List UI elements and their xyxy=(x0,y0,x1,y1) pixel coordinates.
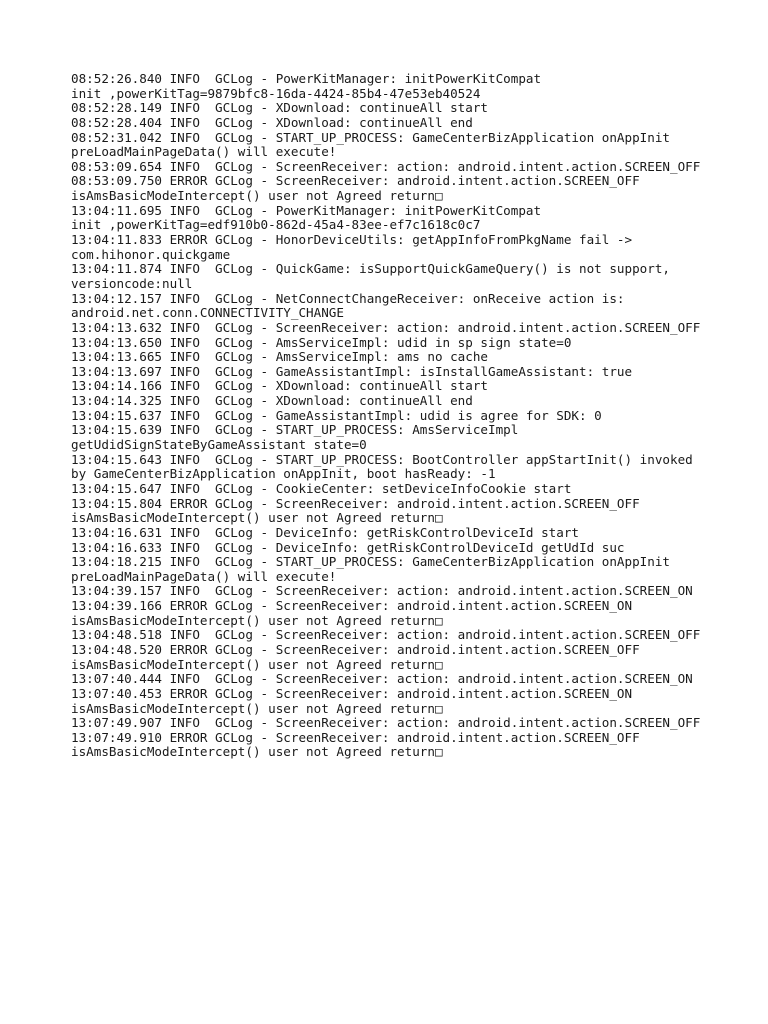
log-line: preLoadMainPageData() will execute! xyxy=(71,568,337,584)
log-line: 08:52:31.042 INFO GCLog - START_UP_PROCESS: GameCenterBizApplication onAppInit xyxy=(71,129,670,145)
log-line: 13:04:13.665 INFO GCLog - AmsServiceImpl: ams no cache xyxy=(71,349,489,365)
log-line: com.hihonor.quickgame xyxy=(71,246,231,262)
log-line: 13:04:15.647 INFO GCLog - CookieCenter: setDeviceInfoCookie start xyxy=(71,480,572,496)
log-line: 08:53:09.654 INFO GCLog - ScreenReceiver: action: android.intent.action.SCREEN_OFF xyxy=(71,158,701,174)
log-line: 13:04:13.632 INFO GCLog - ScreenReceiver: action: android.intent.action.SCREEN_OFF xyxy=(71,319,701,335)
log-line: versioncode:null xyxy=(71,275,193,291)
log-line: 13:04:15.637 INFO GCLog - GameAssistantImpl: udid is agree for SDK: 0 xyxy=(71,407,602,423)
log-line: init ,powerKitTag=edf910b0-862d-45a4-83ee-ef7c1618c0c7 xyxy=(71,217,481,233)
log-line: isAmsBasicModeIntercept() user not Agreed return□ xyxy=(71,744,443,760)
log-line: 08:52:28.149 INFO GCLog - XDownload: continueAll start xyxy=(71,100,489,116)
log-line: 13:04:14.166 INFO GCLog - XDownload: continueAll start xyxy=(71,378,489,394)
log-line: preLoadMainPageData() will execute! xyxy=(71,144,337,160)
log-line: 08:52:26.840 INFO GCLog - PowerKitManager: initPowerKitCompat xyxy=(71,71,542,86)
log-line: isAmsBasicModeIntercept() user not Agreed return□ xyxy=(71,656,443,672)
log-line: 13:04:39.166 ERROR GCLog - ScreenReceiver: android.intent.action.SCREEN_ON xyxy=(71,598,633,614)
log-line: 13:07:40.444 INFO GCLog - ScreenReceiver: action: android.intent.action.SCREEN_ON xyxy=(71,671,693,687)
log-line: isAmsBasicModeIntercept() user not Agreed return□ xyxy=(71,612,443,628)
log-line: 13:04:13.697 INFO GCLog - GameAssistantImpl: isInstallGameAssistant: true xyxy=(71,363,633,379)
log-line: 13:04:39.157 INFO GCLog - ScreenReceiver: action: android.intent.action.SCREEN_ON xyxy=(71,583,693,599)
log-line: 13:04:14.325 INFO GCLog - XDownload: continueAll end xyxy=(71,393,473,409)
log-line: 13:04:48.520 ERROR GCLog - ScreenReceiver: android.intent.action.SCREEN_OFF xyxy=(71,641,640,657)
log-line: 13:04:13.650 INFO GCLog - AmsServiceImpl: udid in sp sign state=0 xyxy=(71,334,572,350)
log-line: 13:07:49.907 INFO GCLog - ScreenReceiver: action: android.intent.action.SCREEN_OFF xyxy=(71,715,701,731)
log-line: 08:53:09.750 ERROR GCLog - ScreenReceiver: android.intent.action.SCREEN_OFF xyxy=(71,173,640,189)
log-line: 13:04:12.157 INFO GCLog - NetConnectChangeReceiver: onReceive action is: xyxy=(71,290,625,306)
log-line: init ,powerKitTag=9879bfc8-16da-4424-85b4-47e53eb40524 xyxy=(71,85,481,101)
log-line: isAmsBasicModeIntercept() user not Agreed return□ xyxy=(71,510,443,526)
log-line: by GameCenterBizApplication onAppInit, boot hasReady: -1 xyxy=(71,466,496,482)
log-line: 13:04:15.639 INFO GCLog - START_UP_PROCESS: AmsServiceImpl xyxy=(71,422,519,438)
log-line: 13:04:16.631 INFO GCLog - DeviceInfo: getRiskControlDeviceId start xyxy=(71,524,579,540)
log-line: 13:04:11.695 INFO GCLog - PowerKitManager: initPowerKitCompat xyxy=(71,202,542,218)
log-line: 13:04:18.215 INFO GCLog - START_UP_PROCESS: GameCenterBizApplication onAppInit xyxy=(71,554,670,570)
log-line: 13:04:48.518 INFO GCLog - ScreenReceiver: action: android.intent.action.SCREEN_OFF xyxy=(71,627,701,643)
log-line: 13:04:16.633 INFO GCLog - DeviceInfo: getRiskControlDeviceId getUdId suc xyxy=(71,539,625,555)
log-line: 13:04:11.833 ERROR GCLog - HonorDeviceUtils: getAppInfoFromPkgName fail -> xyxy=(71,232,633,248)
log-text-block xyxy=(71,72,751,760)
log-line: 13:04:15.804 ERROR GCLog - ScreenReceiver: android.intent.action.SCREEN_OFF xyxy=(71,495,640,511)
log-line: android.net.conn.CONNECTIVITY_CHANGE xyxy=(71,305,344,321)
log-line: 13:07:49.910 ERROR GCLog - ScreenReceiver: android.intent.action.SCREEN_OFF xyxy=(71,729,640,745)
log-line: getUdidSignStateByGameAssistant state=0 xyxy=(71,437,367,453)
log-line: isAmsBasicModeIntercept() user not Agreed return□ xyxy=(71,188,443,204)
log-line: 13:07:40.453 ERROR GCLog - ScreenReceiver: android.intent.action.SCREEN_ON xyxy=(71,685,633,701)
log-line: isAmsBasicModeIntercept() user not Agreed return□ xyxy=(71,700,443,716)
log-line: 13:04:11.874 INFO GCLog - QuickGame: isSupportQuickGameQuery() is not support, xyxy=(71,261,670,277)
log-line: 08:52:28.404 INFO GCLog - XDownload: continueAll end xyxy=(71,114,473,130)
log-line: 13:04:15.643 INFO GCLog - START_UP_PROCESS: BootController appStartInit() invoked xyxy=(71,451,693,467)
